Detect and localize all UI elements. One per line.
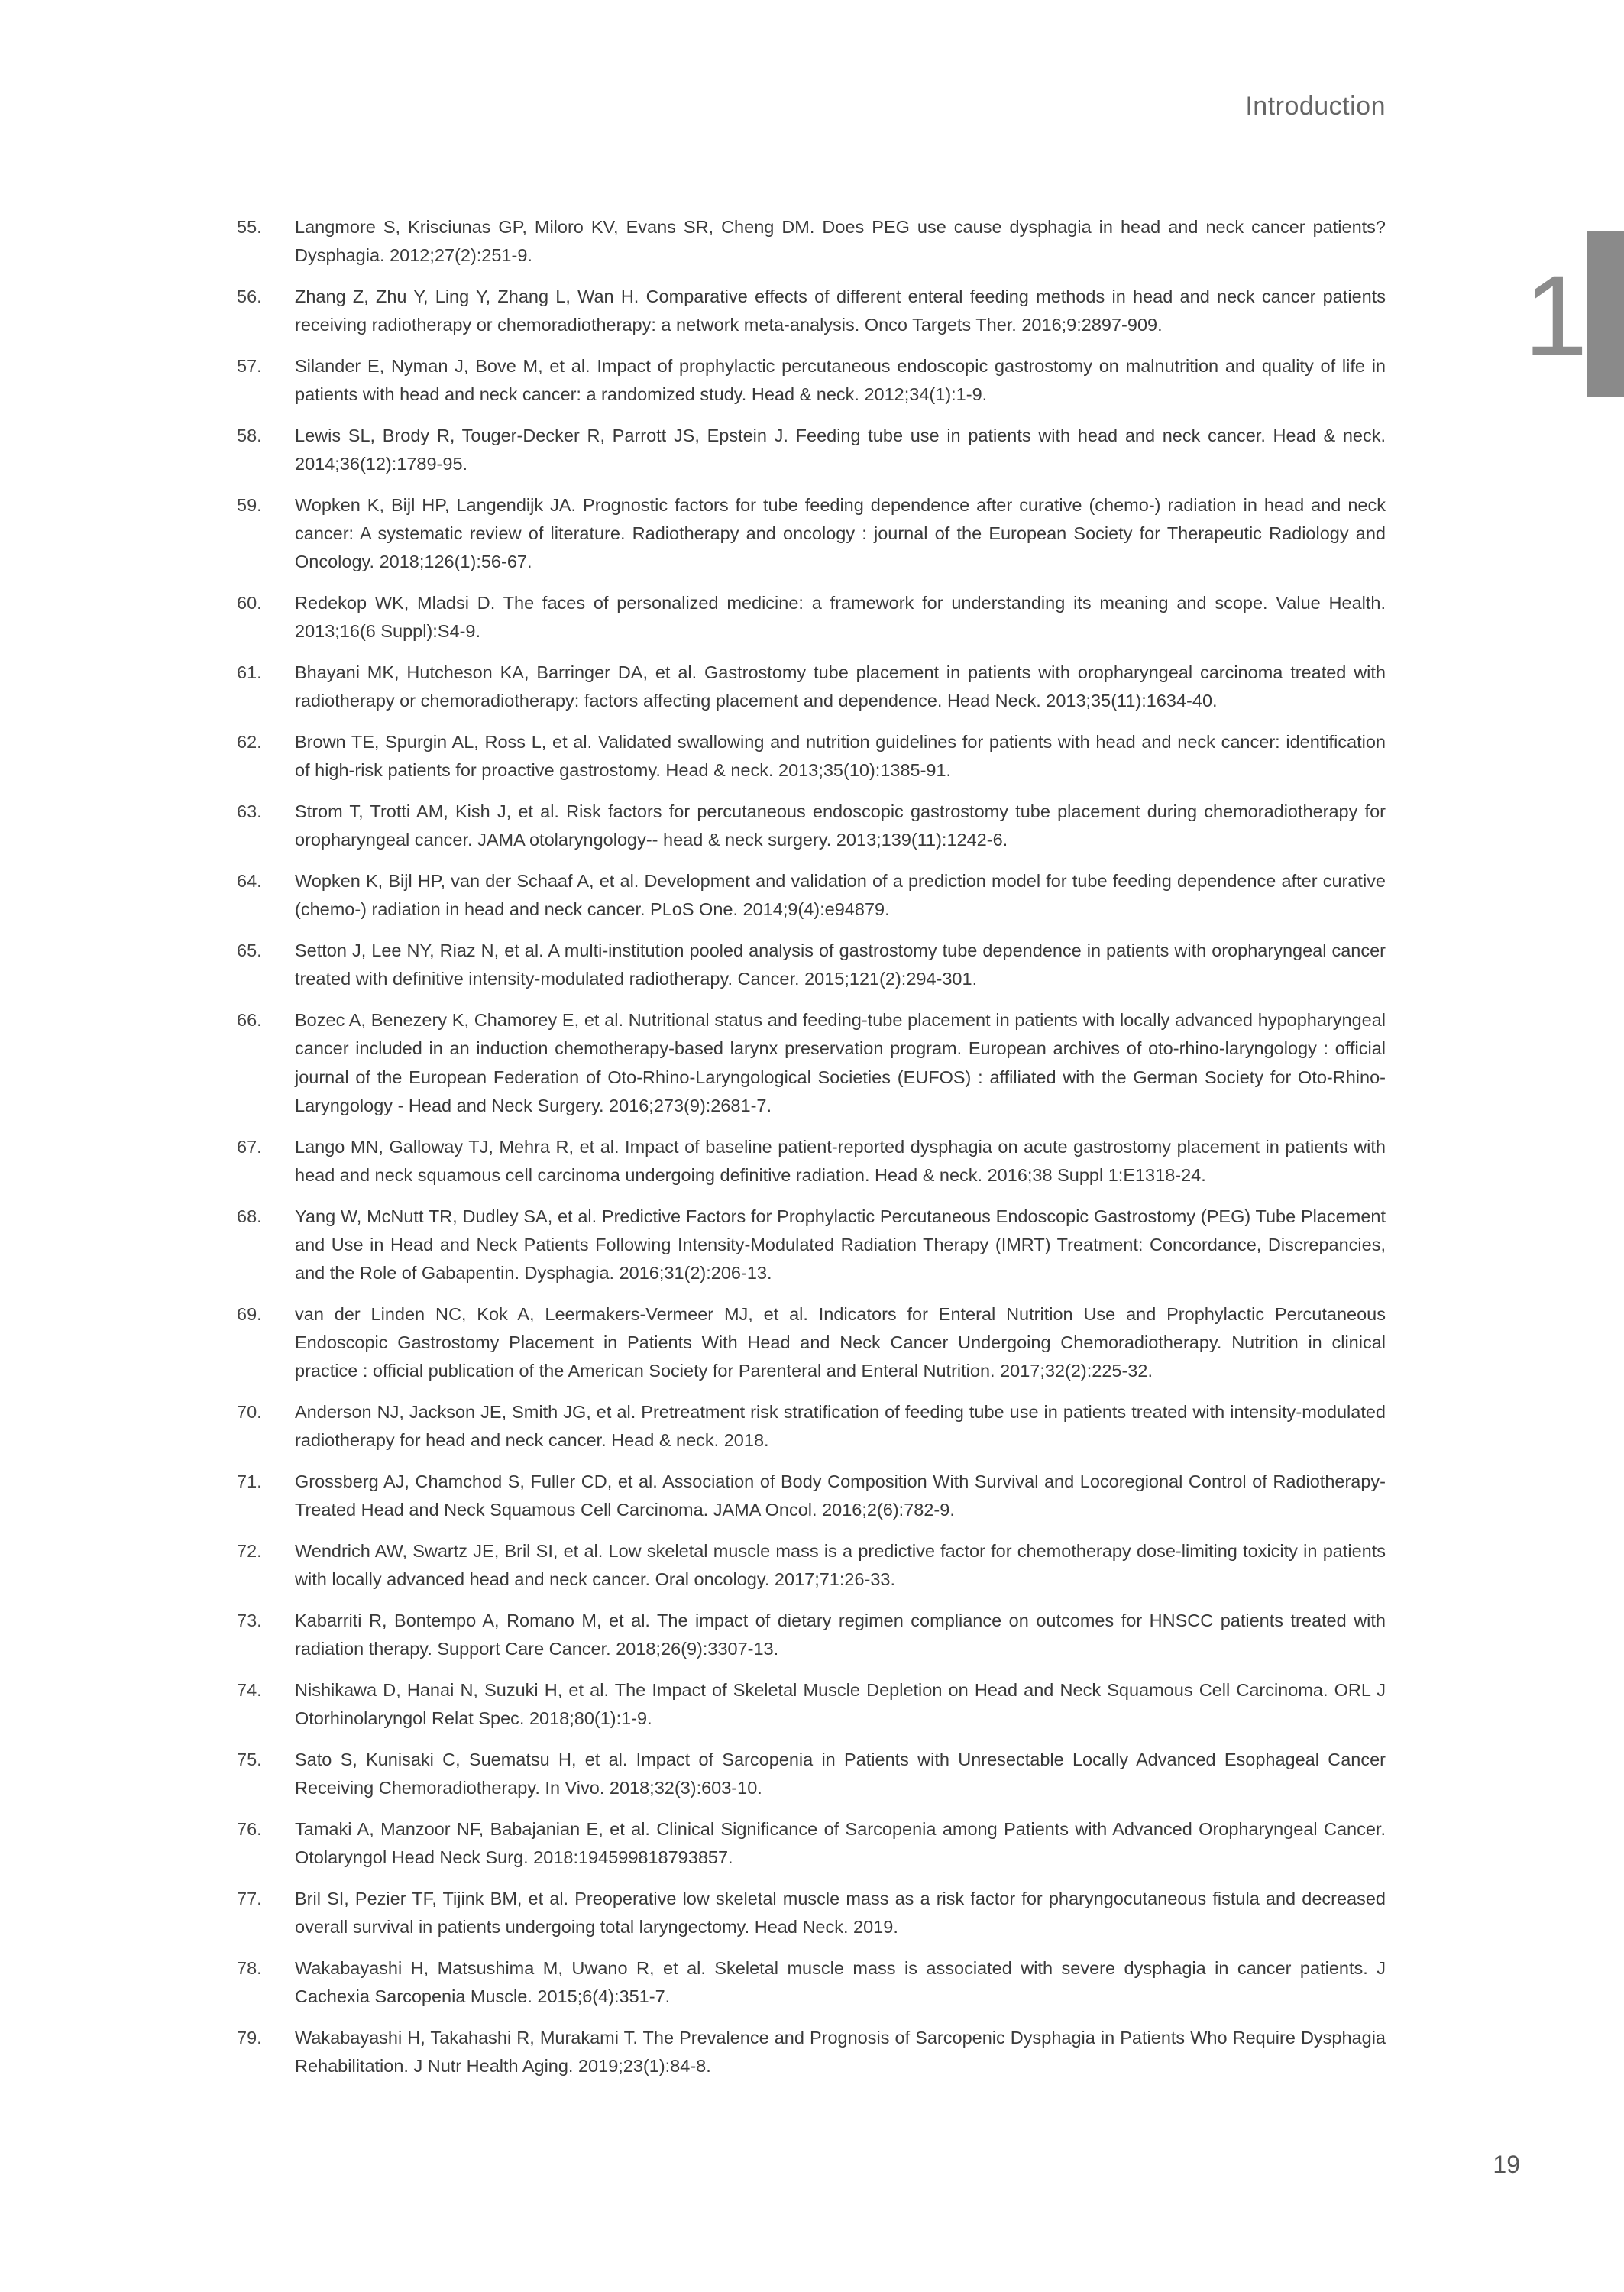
reference-text: Silander E, Nyman J, Bove M, et al. Impact of prophylactic percutaneous endoscopic gastrostomy on malnutrition and quality of life in patients with head and neck cancer: a randomized study. Head & neck. 2012;34(1):1-9.	[295, 356, 1386, 405]
running-title: Introduction	[1245, 92, 1386, 121]
reference-item	[237, 352, 1386, 409]
reference-number: 72.	[237, 1541, 262, 1562]
reference-text: Zhang Z, Zhu Y, Ling Y, Zhang L, Wan H. Comparative effects of different enteral feeding methods in head and neck cancer patients receiving radiotherapy or chemoradiotherapy: a network meta-analysis. Onco Targets Ther. 2016;9:2897-909.	[295, 286, 1386, 335]
reference-text: Tamaki A, Manzoor NF, Babajanian E, et al. Clinical Significance of Sarcopenia among Patients with Advanced Oropharyngeal Cancer. Otolaryngol Head Neck Surg. 2018:194599818793857.	[295, 1819, 1386, 1868]
reference-item	[237, 937, 1386, 993]
reference-number: 59.	[237, 495, 262, 515]
reference-number: 65.	[237, 940, 262, 961]
reference-item	[237, 1300, 1386, 1386]
reference-number: 62.	[237, 732, 262, 753]
reference-item	[237, 1203, 1386, 1288]
reference-item	[237, 491, 1386, 577]
reference-item	[237, 2024, 1386, 2080]
reference-text: Lango MN, Galloway TJ, Mehra R, et al. Impact of baseline patient-reported dysphagia on acute gastrostomy placement in patients with head and neck squamous cell carcinoma undergoing definitive radiation. Head & neck. 2016;38 Suppl 1:E1318-24.	[295, 1136, 1386, 1185]
reference-number: 73.	[237, 1611, 262, 1631]
reference-text: Lewis SL, Brody R, Touger-Decker R, Parrott JS, Epstein J. Feeding tube use in patients with head and neck cancer. Head & neck. 2014;36(12):1789-95.	[295, 426, 1386, 474]
reference-text: Kabarriti R, Bontempo A, Romano M, et al. The impact of dietary regimen compliance on outcomes for HNSCC patients treated with radiation therapy. Support Care Cancer. 2018;26(9):3307-13.	[295, 1611, 1386, 1659]
reference-list	[237, 213, 1386, 2093]
reference-text: Wakabayashi H, Matsushima M, Uwano R, et al. Skeletal muscle mass is associated with severe dysphagia in cancer patients. J Cachexia Sarcopenia Muscle. 2015;6(4):351-7.	[295, 1958, 1386, 2007]
reference-text: Bozec A, Benezery K, Chamorey E, et al. Nutritional status and feeding-tube placement in patients with locally advanced hypopharyngeal cancer included in an induction chemotherapy-based larynx preservation program. European archives of oto-rhino-laryngology : official journal of the European Federation of Oto-Rhino-Laryngological Societies (EUFOS) : affiliated with the German Society for Oto-Rhino-Laryngology - Head and Neck Surgery. 2016;273(9):2681-7.	[295, 1010, 1386, 1115]
chapter-number: 1	[1524, 251, 1588, 380]
reference-number: 61.	[237, 662, 262, 683]
reference-number: 77.	[237, 1889, 262, 1909]
reference-text: Wopken K, Bijl HP, Langendijk JA. Prognostic factors for tube feeding dependence after curative (chemo-) radiation in head and neck cancer: A systematic review of literature. Radiotherapy and oncology : journal of the European Society for Therapeutic Radiology and Oncology. 2018;126(1):56-67.	[295, 495, 1386, 572]
reference-number: 75.	[237, 1750, 262, 1770]
reference-item	[237, 283, 1386, 339]
reference-text: Bhayani MK, Hutcheson KA, Barringer DA, et al. Gastrostomy tube placement in patients with oropharyngeal carcinoma treated with radiotherapy or chemoradiotherapy: factors affecting placement and dependence. Head Neck. 2013;35(11):1634-40.	[295, 662, 1386, 711]
reference-text: Setton J, Lee NY, Riaz N, et al. A multi-institution pooled analysis of gastrostomy tube dependence in patients with oropharyngeal cancer treated with definitive intensity-modulated radiotherapy. Cancer. 2015;121(2):294-301.	[295, 940, 1386, 989]
reference-item	[237, 1746, 1386, 1802]
reference-number: 58.	[237, 426, 262, 445]
reference-item	[237, 1537, 1386, 1594]
reference-item	[237, 589, 1386, 646]
reference-number: 68.	[237, 1206, 262, 1226]
reference-item	[237, 1468, 1386, 1524]
reference-number: 76.	[237, 1819, 262, 1840]
reference-number: 79.	[237, 2028, 262, 2048]
reference-text: Wopken K, Bijl HP, van der Schaaf A, et al. Development and validation of a prediction model for tube feeding dependence after curative (chemo-) radiation in head and neck cancer. PLoS One. 2014;9(4):e94879.	[295, 871, 1386, 920]
reference-number: 69.	[237, 1303, 262, 1324]
reference-number: 78.	[237, 1958, 262, 1979]
reference-item	[237, 1885, 1386, 1941]
reference-item	[237, 728, 1386, 785]
reference-number: 63.	[237, 801, 262, 822]
reference-text: Nishikawa D, Hanai N, Suzuki H, et al. The Impact of Skeletal Muscle Depletion on Head and Neck Squamous Cell Carcinoma. ORL J Otorhinolaryngol Relat Spec. 2018;80(1):1-9.	[295, 1680, 1386, 1729]
reference-text: Anderson NJ, Jackson JE, Smith JG, et al. Pretreatment risk stratification of feeding tube use in patients treated with intensity-modulated radiotherapy for head and neck cancer. Head & neck. 2018.	[295, 1402, 1386, 1451]
reference-number: 60.	[237, 593, 262, 613]
reference-item	[237, 213, 1386, 270]
reference-item	[237, 1676, 1386, 1733]
reference-text: Bril SI, Pezier TF, Tijink BM, et al. Preoperative low skeletal muscle mass as a risk factor for pharyngocutaneous fistula and decreased overall survival in patients undergoing total laryngectomy. Head Neck. 2019.	[295, 1889, 1386, 1938]
reference-number: 67.	[237, 1136, 262, 1157]
reference-item	[237, 1133, 1386, 1190]
reference-number: 71.	[237, 1471, 262, 1492]
reference-item	[237, 659, 1386, 715]
reference-text: Brown TE, Spurgin AL, Ross L, et al. Validated swallowing and nutrition guidelines for patients with head and neck cancer: identification of high-risk patients for proactive gastrostomy. Head & neck. 2013;35(10):1385-91.	[295, 732, 1386, 781]
reference-number: 66.	[237, 1010, 262, 1031]
reference-text: Redekop WK, Mladsi D. The faces of personalized medicine: a framework for understanding its meaning and scope. Value Health. 2013;16(6 Suppl):S4-9.	[295, 593, 1386, 642]
reference-text: Grossberg AJ, Chamchod S, Fuller CD, et al. Association of Body Composition With Survival and Locoregional Control of Radiotherapy-Treated Head and Neck Squamous Cell Carcinoma. JAMA Oncol. 2016;2(6):782-9.	[295, 1471, 1386, 1520]
reference-number: 55.	[237, 217, 262, 237]
reference-text: Langmore S, Krisciunas GP, Miloro KV, Evans SR, Cheng DM. Does PEG use cause dysphagia in head and neck cancer patients? Dysphagia. 2012;27(2):251-9.	[295, 217, 1386, 266]
reference-item	[237, 1398, 1386, 1455]
page-number: 19	[1493, 2151, 1520, 2178]
reference-number: 57.	[237, 356, 262, 376]
reference-text: Yang W, McNutt TR, Dudley SA, et al. Predictive Factors for Prophylactic Percutaneous Endoscopic Gastrostomy (PEG) Tube Placement and Use in Head and Neck Patients Following Intensity-Modulated Radiation Therapy (IMRT) Treatment: Concordance, Discrepancies, and the Role of Gabapentin. Dysphagia. 2016;31(2):206-13.	[295, 1206, 1386, 1284]
reference-number: 70.	[237, 1402, 262, 1423]
reference-item	[237, 1006, 1386, 1120]
reference-item	[237, 1607, 1386, 1663]
reference-item	[237, 1954, 1386, 2011]
reference-number: 64.	[237, 871, 262, 892]
reference-text: Wendrich AW, Swartz JE, Bril SI, et al. Low skeletal muscle mass is a predictive factor for chemotherapy dose-limiting toxicity in patients with locally advanced head and neck cancer. Oral oncology. 2017;71:26-33.	[295, 1541, 1386, 1590]
chapter-tab	[1587, 231, 1624, 397]
reference-item	[237, 867, 1386, 924]
reference-text: Wakabayashi H, Takahashi R, Murakami T. The Prevalence and Prognosis of Sarcopenic Dysphagia in Patients Who Require Dysphagia Rehabilitation. J Nutr Health Aging. 2019;23(1):84-8.	[295, 2028, 1386, 2077]
reference-item	[237, 422, 1386, 478]
reference-text: van der Linden NC, Kok A, Leermakers-Vermeer MJ, et al. Indicators for Enteral Nutrition Use and Prophylactic Percutaneous Endoscopic Gastrostomy Placement in Patients With Head and Neck Cancer Undergoing Chemoradiotherapy. Nutrition in clinical practice : official publication of the American Society for Parenteral and Enteral Nutrition. 2017;32(2):225-32.	[295, 1303, 1386, 1381]
reference-item	[237, 798, 1386, 854]
reference-number: 74.	[237, 1680, 262, 1701]
reference-item	[237, 1815, 1386, 1872]
reference-number: 56.	[237, 286, 262, 306]
reference-text: Strom T, Trotti AM, Kish J, et al. Risk factors for percutaneous endoscopic gastrostomy tube placement during chemoradiotherapy for oropharyngeal cancer. JAMA otolaryngology-- head & neck surgery. 2013;139(11):1242-6.	[295, 801, 1386, 850]
reference-text: Sato S, Kunisaki C, Suematsu H, et al. Impact of Sarcopenia in Patients with Unresectable Locally Advanced Esophageal Cancer Receiving Chemoradiotherapy. In Vivo. 2018;32(3):603-10.	[295, 1750, 1386, 1798]
